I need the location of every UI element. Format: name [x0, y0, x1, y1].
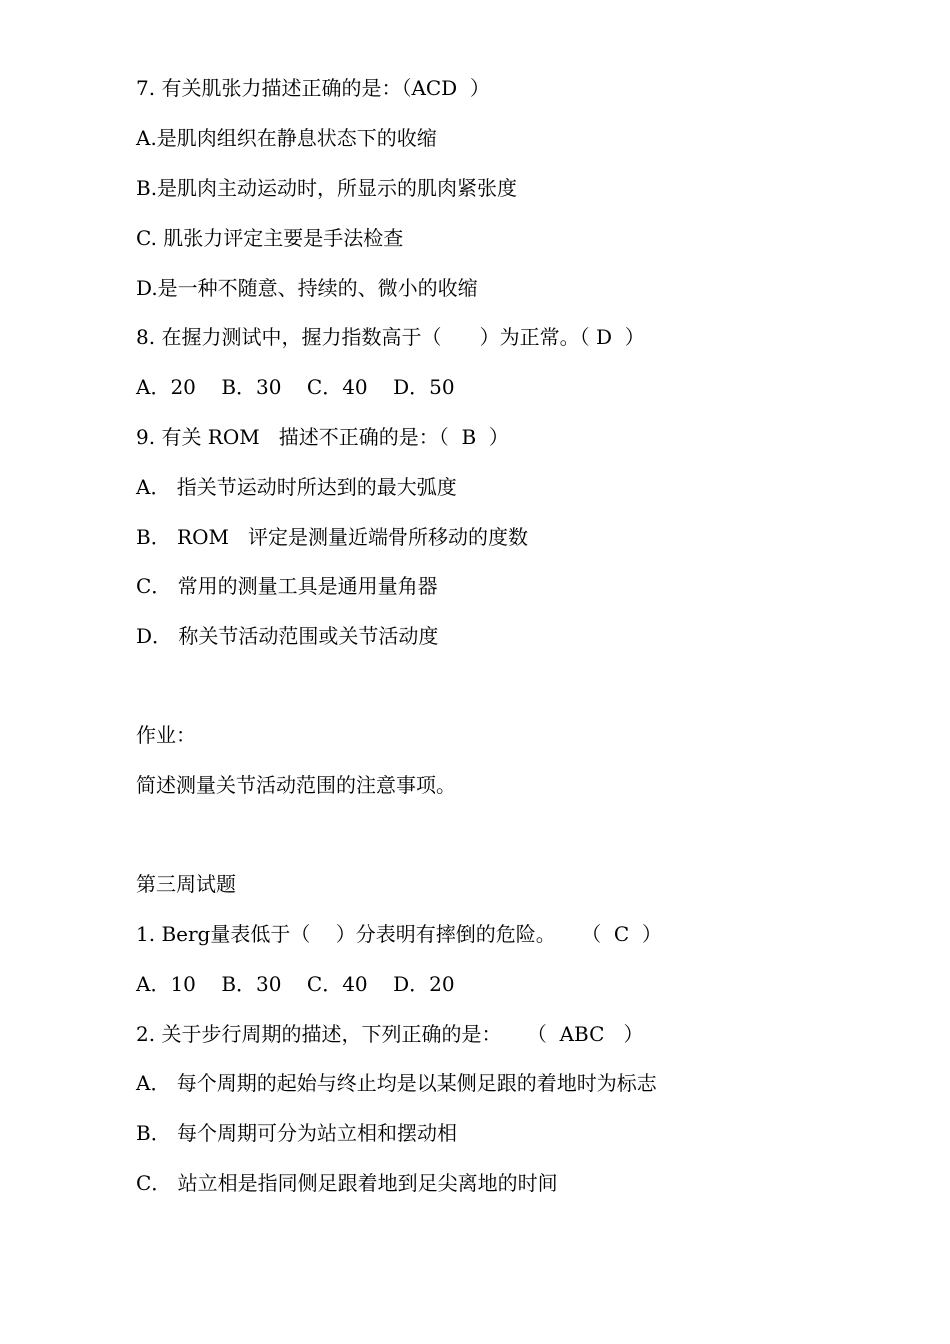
question-7-option-d: D.是一种不随意、持续的、微小的收缩: [136, 276, 478, 300]
week3-question-2-option-a: A． 每个周期的起始与终止均是以某侧足跟的着地时为标志: [136, 1071, 657, 1095]
week-three-heading: 第三周试题: [136, 872, 236, 896]
week3-question-2-stem: 2. 关于步行周期的描述，下列正确的是： （ ABC ）: [136, 1022, 644, 1046]
question-9-option-b: B． ROM 评定是测量近端骨所移动的度数: [136, 525, 529, 549]
homework-task: 简述测量关节活动范围的注意事项。: [136, 773, 456, 797]
question-9-stem: 9. 有关 ROM 描述不正确的是：（ B ）: [136, 425, 509, 449]
question-7-option-c: C. 肌张力评定主要是手法检查: [136, 226, 404, 250]
question-7-option-a: A.是肌肉组织在静息状态下的收缩: [136, 126, 437, 150]
question-9-option-a: A． 指关节运动时所达到的最大弧度: [136, 475, 457, 499]
week3-question-1-options: A．10 B．30 C．40 D．20: [136, 972, 455, 996]
week3-question-1-stem: 1. Berg量表低于（ ）分表明有摔倒的危险。 （ C ）: [136, 922, 662, 946]
question-7-option-b: B.是肌肉主动运动时，所显示的肌肉紧张度: [136, 176, 518, 200]
question-9-option-c: C． 常用的测量工具是通用量角器: [136, 574, 438, 598]
week3-question-2-option-c: C． 站立相是指同侧足跟着地到足尖离地的时间: [136, 1171, 558, 1195]
week3-question-2-option-b: B． 每个周期可分为站立相和摆动相: [136, 1121, 458, 1145]
question-9-option-d: D． 称关节活动范围或关节活动度: [136, 624, 439, 648]
question-7-stem: 7. 有关肌张力描述正确的是：（ACD ）: [136, 76, 490, 100]
question-8-stem: 8. 在握力测试中，握力指数高于（ ）为正常。（ D ）: [136, 325, 645, 349]
homework-heading: 作业：: [136, 723, 196, 747]
question-8-options: A．20 B．30 C．40 D．50: [136, 375, 455, 399]
